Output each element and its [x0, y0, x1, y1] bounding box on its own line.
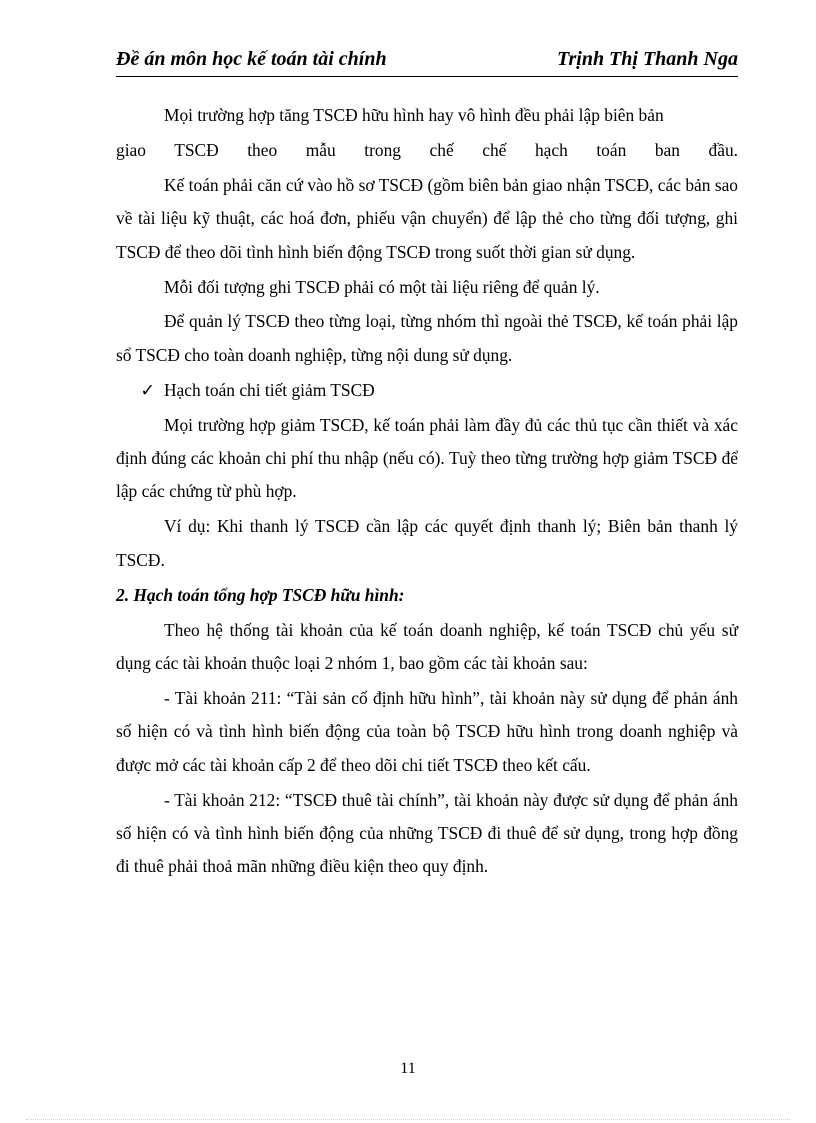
section-heading: 2. Hạch toán tổng hợp TSCĐ hữu hình: — [116, 584, 405, 605]
paragraph: Mọi trường hợp tăng TSCĐ hữu hình hay vô hình đều phải lập biên bản — [164, 105, 664, 125]
paragraph: - Tài khoản 212: “TSCĐ thuê tài chính”, tài khoản này được sử dụng để phản ánh số hiện có và tình hình biến động của những TSCĐ đi thuê để sử dụng, trong hợp đồng đi thuê phải thoả mãn những điều kiện theo quy định. — [116, 789, 738, 877]
page-number: 11 — [400, 1060, 416, 1077]
author-name: Trịnh Thị Thanh Nga — [557, 48, 738, 70]
paragraph: Để quản lý TSCĐ theo từng loại, từng nhóm thì ngoài thẻ TSCĐ, kế toán phải lập sổ TSCĐ cho toàn doanh nghiệp, từng nội dung sử dụng. — [116, 311, 738, 365]
paragraph: Mỗi đối tượng ghi TSCĐ phải có một tài liệu riêng để quản lý. — [164, 276, 600, 297]
paragraph: Theo hệ thống tài khoản của kế toán doanh nghiệp, kế toán TSCĐ chủ yếu sử dụng các tài khoản thuộc loại 2 nhóm 1, bao gồm các tài khoản sau: — [116, 619, 738, 673]
paragraph: giao TSCĐ theo mẫu trong chế chế hạch toán ban đầu. — [116, 139, 738, 160]
paragraph: Ví dụ: Khi thanh lý TSCĐ cần lập các quyết định thanh lý; Biên bản thanh lý TSCĐ. — [116, 516, 738, 570]
page-header — [116, 46, 738, 77]
paragraph: Mọi trường hợp giảm TSCĐ, kế toán phải làm đầy đủ các thủ tục cần thiết và xác định đúng các khoản chi phí thu nhập (nếu có). Tuỳ theo từng trường hợp giảm TSCĐ để lập các chứng từ phù hợp. — [116, 414, 738, 502]
document-body — [116, 99, 738, 885]
paragraph: - Tài khoản 211: “Tài sản cố định hữu hình”, tài khoản này sử dụng để phản ánh số hiện có và tình hình biến động của toàn bộ TSCĐ hữu hình trong doanh nghiệp và được mở các tài khoản cấp 2 để theo dõi chi tiết TSCĐ theo kết cấu. — [116, 687, 738, 775]
bullet-item — [116, 374, 738, 407]
document-title: Đề án môn học kế toán tài chính — [116, 48, 387, 70]
checkmark-icon: ✓ — [140, 379, 155, 400]
paragraph: Kế toán phải căn cứ vào hồ sơ TSCĐ (gồm biên bản giao nhận TSCĐ, các bản sao về tài liệu kỹ thuật, các hoá đơn, phiếu vận chuyển) để lập thẻ cho từng đối tượng, ghi TSCĐ để theo dõi tình hình biến động TSCĐ trong suốt thời gian sử dụng. — [116, 174, 738, 262]
footer-divider — [26, 1119, 790, 1120]
bullet-text: Hạch toán chi tiết giảm TSCĐ — [164, 379, 375, 400]
